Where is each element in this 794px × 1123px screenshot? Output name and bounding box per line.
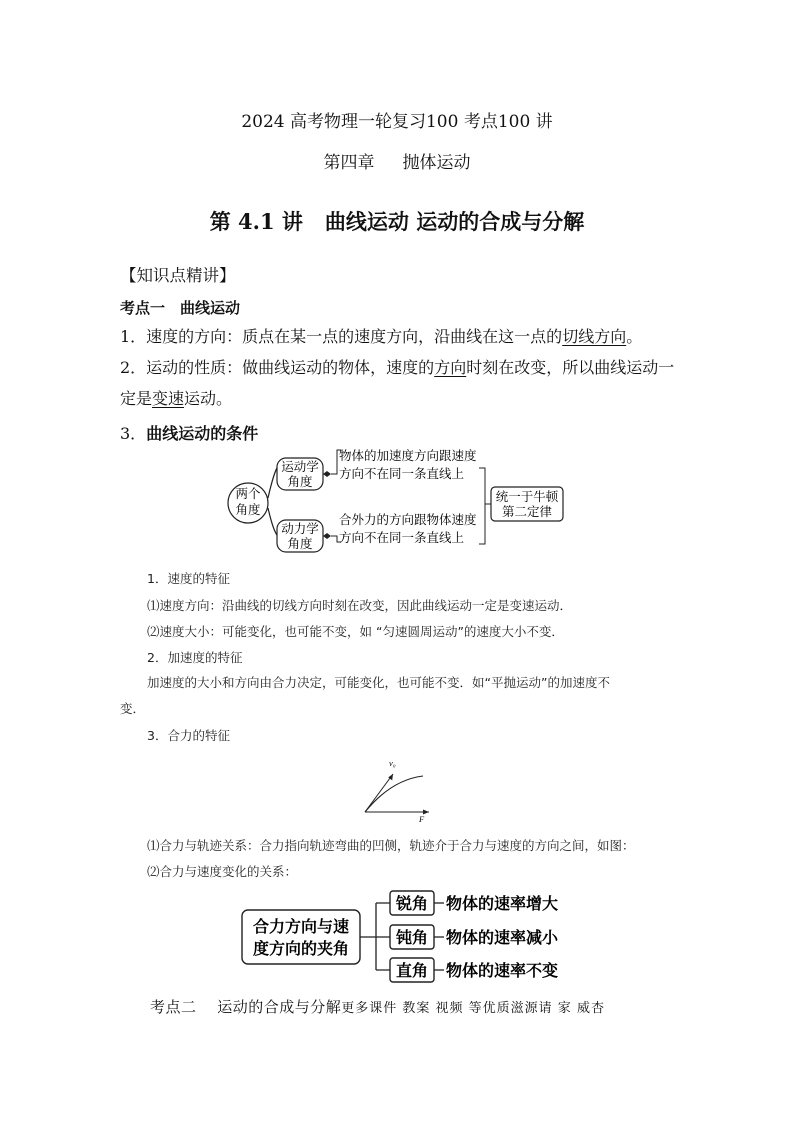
item2-mid: 时刻在改变，所以曲线运动一定是	[120, 358, 675, 408]
point1-title: 考点一 曲线运动	[120, 299, 241, 317]
kinematics-label-1: 运动学	[281, 459, 319, 474]
lecture-name-1: 曲线运动	[324, 209, 409, 234]
angle-diagram	[236, 886, 586, 986]
header-title: 2024 高考物理一轮复习100 考点100 讲	[241, 112, 553, 132]
kinematics-label-2: 角度	[287, 474, 313, 489]
unify-label-1: 统一于牛顿	[495, 489, 559, 504]
item3-num: 3．	[120, 424, 147, 443]
kin-text-1: 物体的加速度方向跟速度	[339, 448, 477, 463]
right-bracket	[479, 468, 485, 544]
point1-item1	[120, 321, 676, 352]
acute-result: 物体的速率增大	[446, 894, 559, 913]
section-tag: 【知识点精讲】	[120, 266, 236, 285]
diamond-bottom	[323, 533, 331, 539]
detail-h2: 2．加速度的特征	[147, 650, 243, 665]
point2-extra: 更多课件 教案 视频 等优质滋源请 家 威杏	[341, 1001, 605, 1016]
lecture-title	[0, 206, 794, 236]
detail-p5: ⑵合力与速度变化的关系：	[147, 864, 298, 879]
item1-underline: 切线方向	[562, 327, 627, 346]
kin-text-2: 方向不在同一条直线上	[339, 466, 465, 481]
dyn-text-2: 方向不在同一条直线上	[339, 530, 465, 545]
item2-text: 2．运动的性质：做曲线运动的物体，速度的	[120, 358, 435, 377]
center-label-2: 角度	[235, 502, 261, 517]
document-header	[0, 107, 794, 132]
item2-underline-1: 方向	[434, 358, 467, 377]
right-angle-label: 直角	[395, 961, 429, 980]
detail-p2: ⑵速度大小：可能变化，也可能不变，如 “匀速圆周运动”的速度大小不变．	[147, 624, 564, 639]
item1-tail: 。	[626, 327, 643, 346]
obtuse-result: 物体的速率减小	[446, 928, 559, 947]
angle-main-label-2: 度方向的夹角	[252, 939, 350, 958]
right-angle-result: 物体的速率不变	[446, 961, 559, 980]
center-label-1: 两个	[235, 486, 261, 501]
trajectory-curve	[365, 776, 423, 812]
lecture-name-2: 运动的合成与分解	[416, 209, 585, 234]
item2-tail: 运动。	[184, 389, 233, 408]
detail-p4: ⑴合力与轨迹关系：合力指向轨迹弯曲的凹侧，轨迹介于合力与速度的方向之间，如图：	[147, 838, 635, 853]
detail-p3a: 加速度的大小和方向由合力决定，可能变化，也可能不变．如“平抛运动”的加速度不	[147, 675, 610, 690]
chapter-name: 抛体运动	[402, 153, 471, 173]
unify-label-2: 第二定律	[501, 504, 553, 519]
obtuse-label: 钝角	[395, 928, 429, 947]
point1-item3	[120, 421, 258, 444]
item1-text: 1．速度的方向：质点在某一点的速度方向，沿曲线在这一点的	[120, 327, 563, 346]
angle-connectors	[360, 903, 390, 970]
item2-underline-2: 变速	[152, 389, 185, 408]
point2-line	[150, 996, 605, 1017]
acute-label: 锐角	[395, 894, 429, 913]
dynamics-label-2: 角度	[287, 536, 313, 551]
point2-title: 考点二 运动的合成与分解	[150, 998, 342, 1016]
diamond-top	[323, 471, 331, 477]
dyn-text-1: 合外力的方向跟物体速度	[339, 512, 477, 527]
detail-p1: ⑴速度方向：沿曲线的切线方向时刻在改变，因此曲线运动一定是变速运动．	[147, 598, 573, 613]
force-label: F	[419, 814, 425, 824]
condition-diagram	[225, 446, 575, 556]
velocity-label: v₀	[389, 758, 396, 768]
angle-main-label-1: 合力方向与速	[252, 917, 350, 936]
detail-p3b: 变．	[120, 701, 146, 716]
chapter-number: 第四章	[323, 153, 375, 173]
dynamics-label-1: 动力学	[281, 521, 319, 536]
detail-h1: 1．速度的特征	[147, 571, 230, 586]
point1-item2	[120, 352, 676, 414]
trajectory-figure	[355, 752, 435, 824]
chapter-title	[0, 148, 794, 173]
detail-h3: 3．合力的特征	[147, 728, 230, 743]
item3-title: 曲线运动的条件	[146, 424, 259, 443]
lecture-number: 第 4.1 讲	[209, 209, 303, 234]
